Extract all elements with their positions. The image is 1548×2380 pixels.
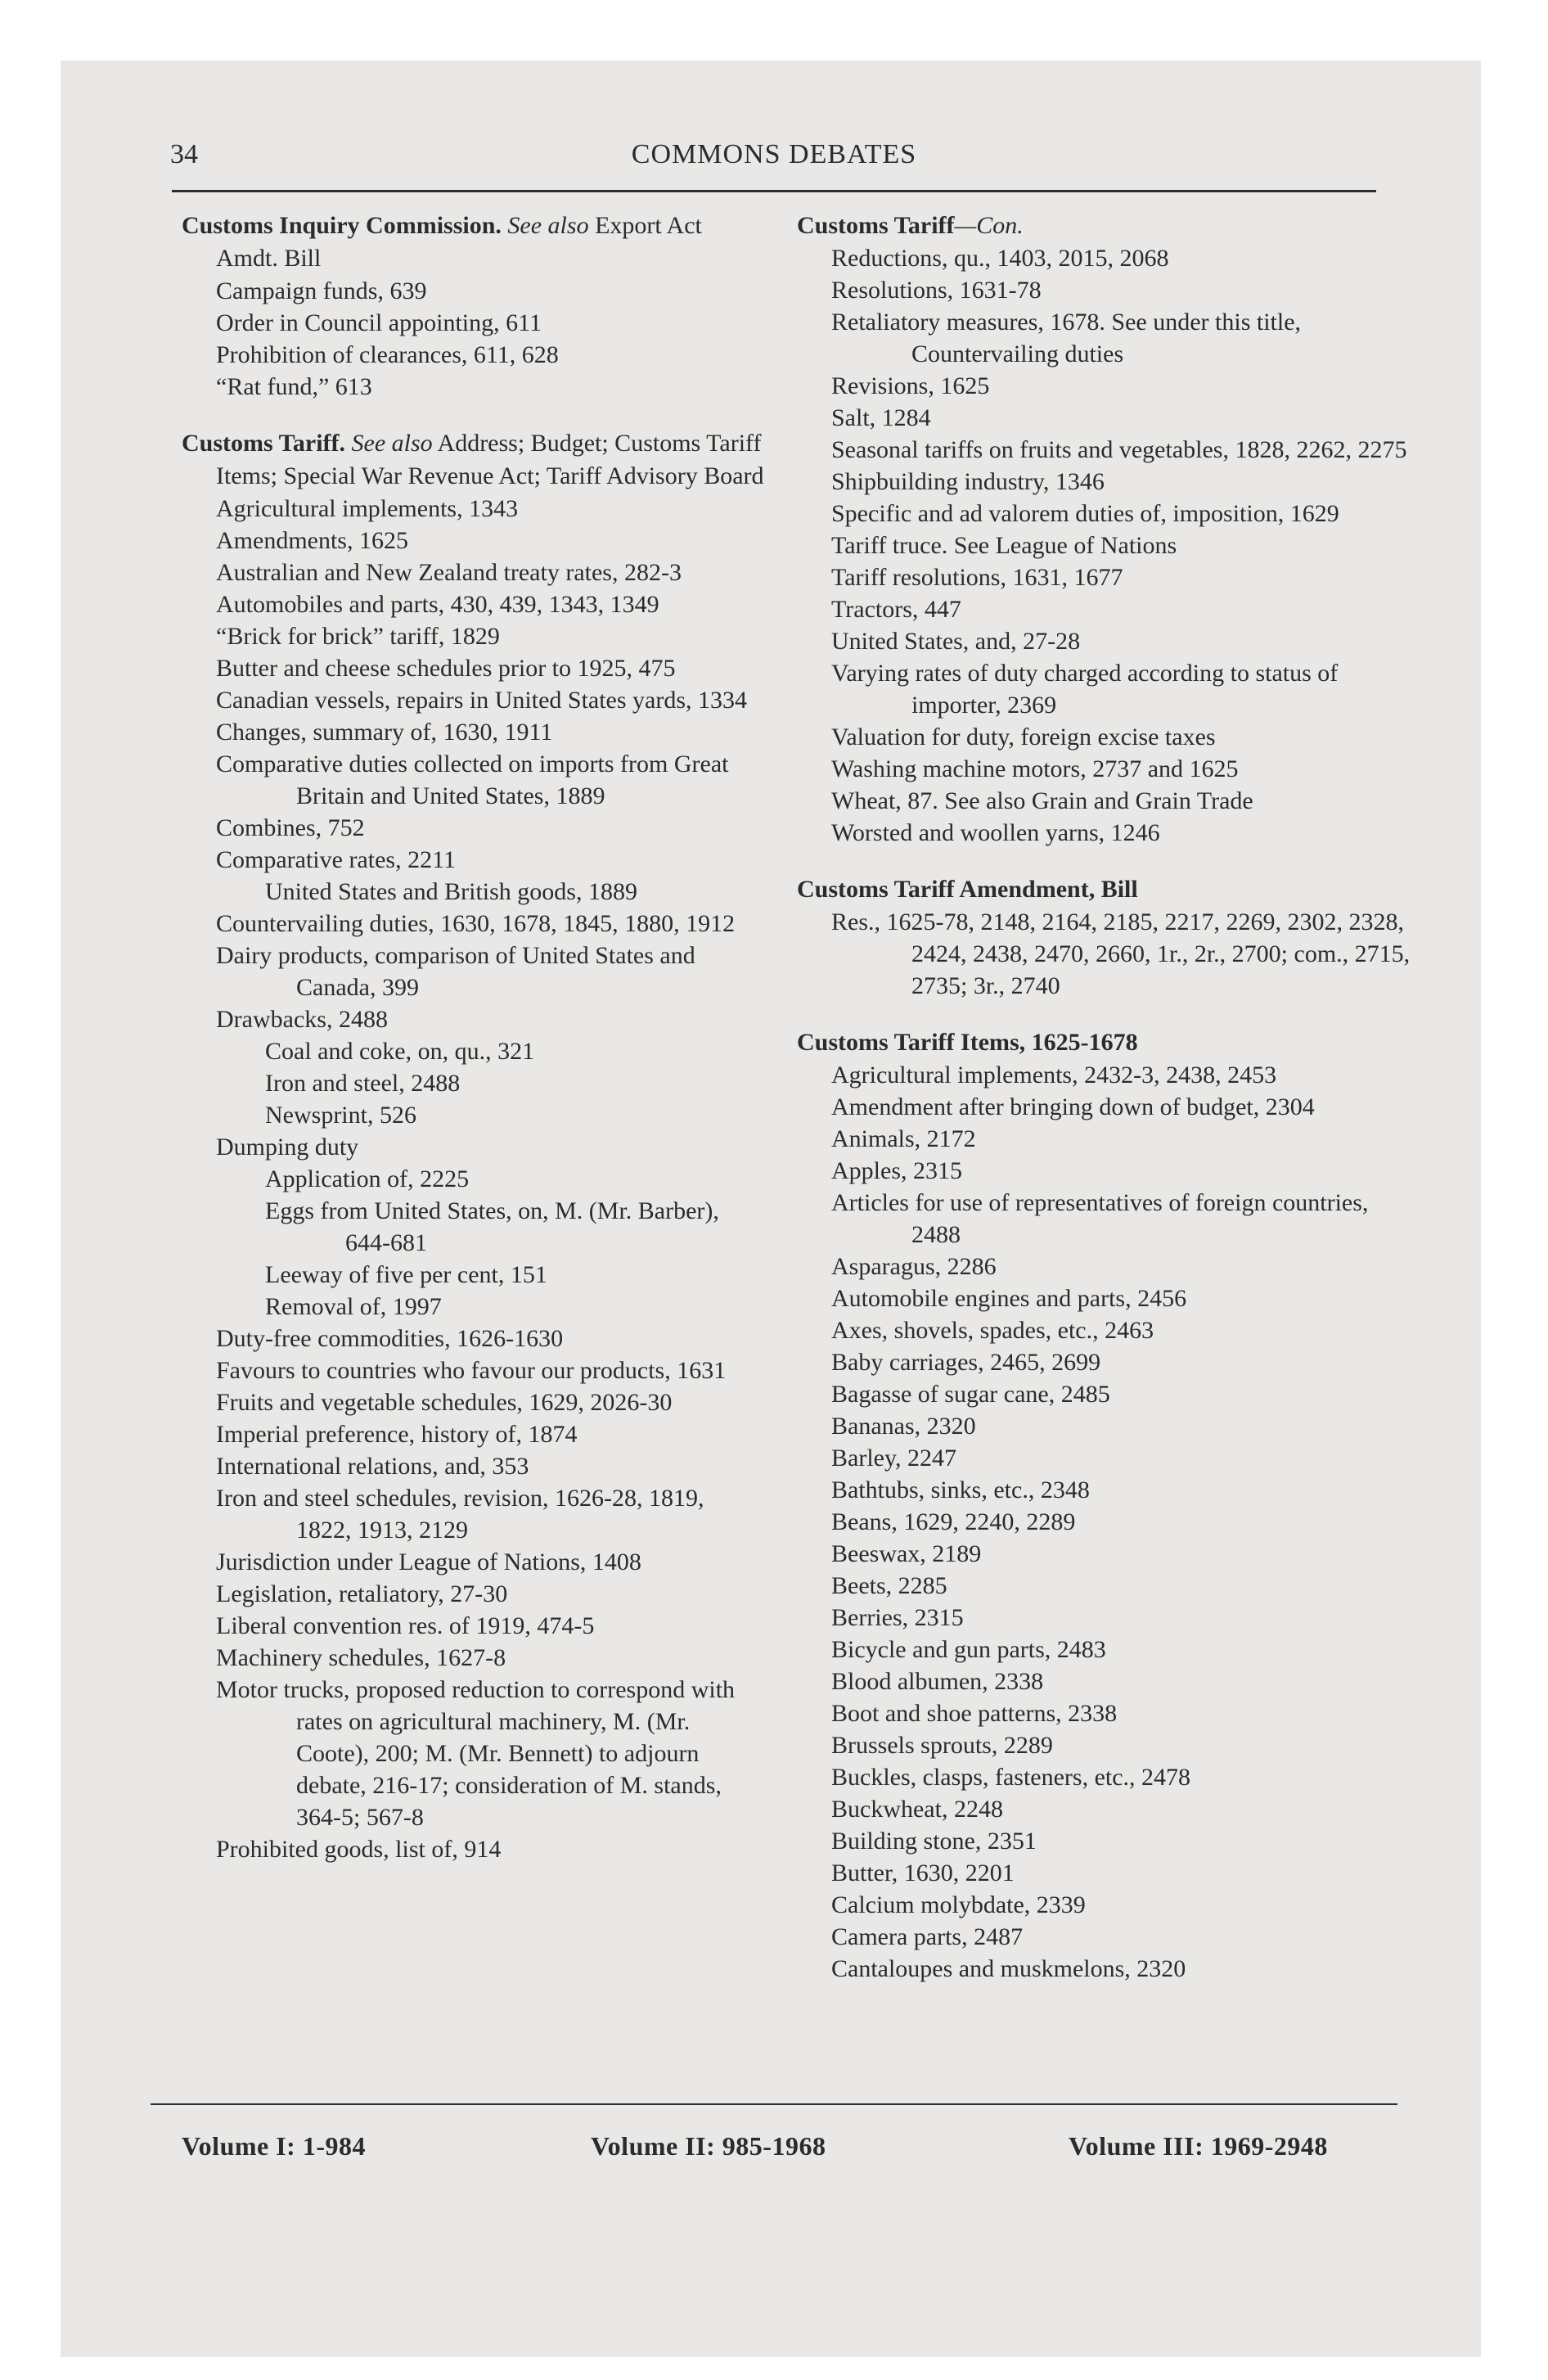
sub-entry: Prohibited goods, list of, 914 — [216, 1836, 502, 1863]
sub-entry: Resolutions, 1631-78 — [831, 277, 1042, 304]
sub-entry: Australian and New Zealand treaty rates, 282-3 — [216, 559, 682, 586]
sub-entry: United States, and, 27-28 — [831, 628, 1081, 655]
sub-entry: Dumping duty — [216, 1134, 359, 1161]
sub-entry: Animals, 2172 — [831, 1125, 976, 1152]
sub-sub-entry: Coal and coke, on, qu., 321 — [265, 1038, 535, 1065]
sub-entry: Duty-free commodities, 1626-1630 — [216, 1325, 564, 1352]
sub-entry: Favours to countries who favour our products, 1631 — [216, 1357, 727, 1384]
sub-entry: Prohibition of clearances, 611, 628 — [216, 341, 559, 368]
entry-term: Customs Tariff. — [182, 430, 346, 457]
index-entry — [797, 873, 1419, 1002]
entry-term: Customs Inquiry Commission. — [182, 212, 502, 239]
sub-entry: Specific and ad valorem duties of, imposition, 1629 — [831, 500, 1339, 527]
sub-entry: Boot and shoe patterns, 2338 — [831, 1700, 1118, 1727]
sub-entry: Imperial preference, history of, 1874 — [216, 1421, 578, 1448]
page-header — [170, 139, 1378, 172]
sub-entry: Bicycle and gun parts, 2483 — [831, 1636, 1106, 1663]
sub-entry: Agricultural implements, 2432-3, 2438, 2453 — [831, 1062, 1277, 1089]
entry-heading — [182, 427, 764, 493]
entry-term: Customs Tariff Items, 1625-1678 — [797, 1029, 1138, 1056]
sub-entry: Countervailing duties, 1630, 1678, 1845, 1880, 1912 — [216, 910, 736, 937]
sub-entry: Res., 1625-78, 2148, 2164, 2185, 2217, 2269, 2302, 2328, 2424, 2438, 2470, 2660, 1r., 2r., 2700; com., 2715, 2735; 3r., 2740 — [831, 908, 1411, 999]
sub-entry: Comparative rates, 2211 — [216, 846, 456, 873]
sub-entry: “Brick for brick” tariff, 1829 — [216, 623, 500, 650]
sub-entry: Asparagus, 2286 — [831, 1253, 997, 1280]
sub-entry: Buckwheat, 2248 — [831, 1796, 1003, 1823]
entry-heading — [182, 210, 764, 275]
sub-entry: Automobiles and parts, 430, 439, 1343, 1349 — [216, 591, 659, 618]
sub-sub-entry: United States and British goods, 1889 — [265, 878, 637, 905]
sub-entry: Drawbacks, 2488 — [216, 1006, 388, 1033]
sub-entry: Revisions, 1625 — [831, 372, 990, 399]
sub-entry: Varying rates of duty charged according to status of importer, 2369 — [831, 660, 1339, 719]
sub-entry: Liberal convention res. of 1919, 474-5 — [216, 1612, 595, 1639]
sub-entry: “Rat fund,” 613 — [216, 373, 372, 400]
see-also-text: Export Act Amdt. Bill — [216, 212, 702, 272]
sub-sub-entry: Application of, 2225 — [265, 1165, 470, 1192]
sub-entry: Changes, summary of, 1630, 1911 — [216, 719, 553, 746]
sub-entry: Berries, 2315 — [831, 1604, 964, 1631]
index-entry — [797, 1026, 1419, 1985]
sub-entry: Machinery schedules, 1627-8 — [216, 1644, 506, 1671]
right-column — [797, 210, 1419, 2009]
sub-entry: Seasonal tariffs on fruits and vegetables, 1828, 2262, 2275 — [831, 436, 1407, 463]
sub-entry: Reductions, qu., 1403, 2015, 2068 — [831, 245, 1169, 272]
sub-entry: Agricultural implements, 1343 — [216, 495, 519, 522]
sub-entry: Beeswax, 2189 — [831, 1540, 982, 1567]
see-also-label: See also — [351, 430, 433, 457]
sub-entry: Butter, 1630, 2201 — [831, 1859, 1015, 1886]
footer-rule — [151, 2103, 1397, 2105]
sub-entry: Bagasse of sugar cane, 2485 — [831, 1381, 1110, 1408]
sub-entry: Camera parts, 2487 — [831, 1923, 1024, 1950]
sub-sub-entry: Iron and steel, 2488 — [265, 1070, 461, 1097]
sub-entry: Tractors, 447 — [831, 596, 961, 623]
sub-sub-entry: Removal of, 1997 — [265, 1293, 442, 1320]
sub-entry: Amendment after bringing down of budget, 2304 — [831, 1093, 1315, 1120]
sub-entry: Axes, shovels, spades, etc., 2463 — [831, 1317, 1154, 1344]
sub-entry: Amendments, 1625 — [216, 527, 408, 554]
index-entry — [797, 210, 1419, 849]
sub-entry: Cantaloupes and muskmelons, 2320 — [831, 1955, 1186, 1982]
entry-heading — [797, 210, 1419, 242]
sub-entry: Articles for use of representatives of foreign countries, 2488 — [831, 1189, 1369, 1248]
sub-sub-entry: Leeway of five per cent, 151 — [265, 1261, 547, 1288]
sub-entry: Brussels sprouts, 2289 — [831, 1732, 1053, 1759]
sub-entry: Washing machine motors, 2737 and 1625 — [831, 755, 1239, 782]
sub-entry: Fruits and vegetable schedules, 1629, 2026-30 — [216, 1389, 673, 1416]
sub-entry: Beets, 2285 — [831, 1572, 947, 1599]
sub-entry: Calcium molybdate, 2339 — [831, 1891, 1086, 1918]
sub-entry: Automobile engines and parts, 2456 — [831, 1285, 1187, 1312]
entry-continued: —Con. — [954, 212, 1024, 239]
sub-entry: Canadian vessels, repairs in United States yards, 1334 — [216, 687, 748, 714]
sub-entry: Wheat, 87. See also Grain and Grain Trade — [831, 787, 1253, 814]
sub-entry: Comparative duties collected on imports from Great Britain and United States, 1889 — [216, 751, 729, 809]
sub-entry: Apples, 2315 — [831, 1157, 962, 1184]
sub-sub-entry: Newsprint, 526 — [265, 1102, 416, 1129]
index-entry — [182, 427, 764, 1865]
left-column — [182, 210, 764, 1890]
sub-entry: Barley, 2247 — [831, 1445, 957, 1472]
sub-entry: Dairy products, comparison of United States and Canada, 399 — [216, 942, 695, 1001]
sub-entry: Legislation, retaliatory, 27-30 — [216, 1580, 508, 1607]
sub-entry: Tariff resolutions, 1631, 1677 — [831, 564, 1123, 591]
footer-volume-2: Volume II: 985-1968 — [591, 2131, 826, 2161]
footer-volume-3: Volume III: 1969-2948 — [1069, 2131, 1328, 2161]
sub-entry: Jurisdiction under League of Nations, 1408 — [216, 1548, 641, 1575]
sub-entry: Beans, 1629, 2240, 2289 — [831, 1508, 1076, 1535]
sub-entry: Building stone, 2351 — [831, 1828, 1037, 1855]
sub-entry: Tariff truce. See League of Nations — [831, 532, 1177, 559]
sub-entry: Buckles, clasps, fasteners, etc., 2478 — [831, 1764, 1191, 1791]
sub-entry: Motor trucks, proposed reduction to correspond with rates on agricultural machinery, M. (Mr. Coote), 200; M. (Mr. Bennett) to adjourn debate, 216-17; consideration of M. stands, 364-5; 567-8 — [216, 1676, 736, 1831]
sub-entry: Butter and cheese schedules prior to 1925, 475 — [216, 655, 676, 682]
sub-entry: Bananas, 2320 — [831, 1413, 976, 1440]
footer-volume-1: Volume I: 1-984 — [182, 2131, 366, 2161]
sub-entry: Campaign funds, 639 — [216, 277, 427, 304]
running-head: COMMONS DEBATES — [631, 139, 917, 169]
sub-entry: Combines, 752 — [216, 814, 365, 841]
sub-sub-entry: Eggs from United States, on, M. (Mr. Barber), 644-681 — [265, 1197, 719, 1256]
entry-heading — [797, 873, 1419, 906]
index-entry — [182, 210, 764, 403]
sub-entry: Bathtubs, sinks, etc., 2348 — [831, 1476, 1090, 1503]
page-number: 34 — [170, 139, 198, 169]
sub-entry: Baby carriages, 2465, 2699 — [831, 1349, 1101, 1376]
see-also-text: Address; Budget; Customs Tariff Items; Special War Revenue Act; Tariff Advisory Board — [216, 430, 764, 489]
sub-entry: Valuation for duty, foreign excise taxes — [831, 723, 1216, 751]
see-also-label: See also — [507, 212, 589, 239]
entry-heading — [797, 1026, 1419, 1059]
sub-entry: Worsted and woollen yarns, 1246 — [831, 819, 1160, 846]
sub-entry: Salt, 1284 — [831, 404, 931, 431]
sub-entry: International relations, and, 353 — [216, 1453, 529, 1480]
sub-entry: Order in Council appointing, 611 — [216, 309, 542, 336]
sub-entry: Shipbuilding industry, 1346 — [831, 468, 1105, 495]
sub-entry: Retaliatory measures, 1678. See under this title, Countervailing duties — [831, 309, 1302, 367]
entry-term: Customs Tariff — [797, 212, 955, 239]
sub-entry: Iron and steel schedules, revision, 1626-28, 1819, 1822, 1913, 2129 — [216, 1485, 704, 1544]
header-rule — [172, 190, 1376, 192]
entry-term: Customs Tariff Amendment, Bill — [797, 876, 1138, 903]
sub-entry: Blood albumen, 2338 — [831, 1668, 1044, 1695]
